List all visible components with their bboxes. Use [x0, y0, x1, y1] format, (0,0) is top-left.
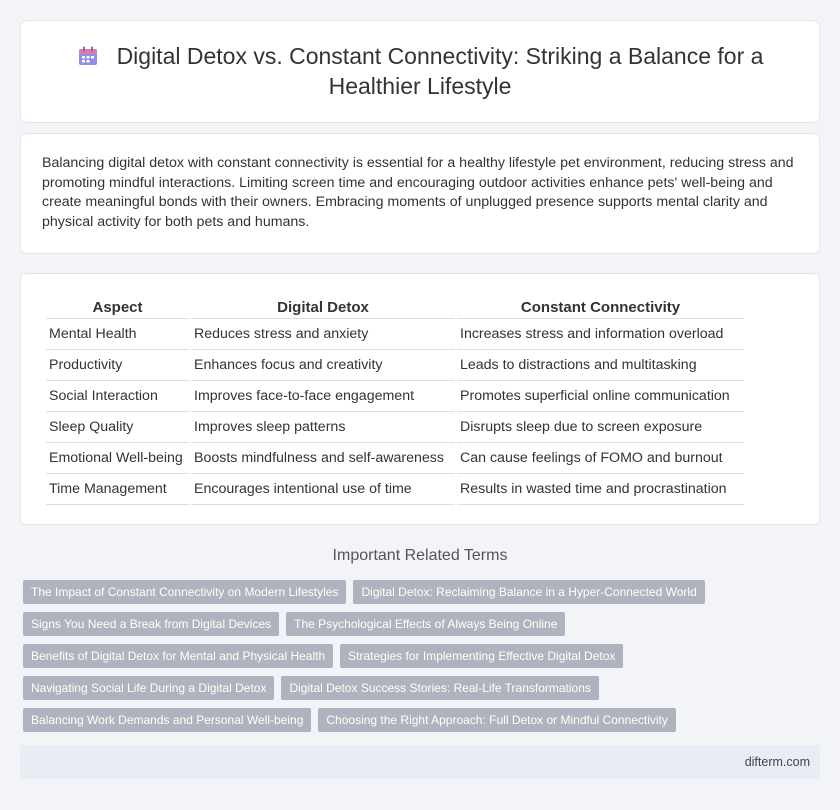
table-row	[46, 319, 744, 350]
table-cell: Leads to distractions and multitasking	[457, 350, 744, 381]
table-cell: Enhances focus and creativity	[191, 350, 455, 381]
table-cell: Reduces stress and anxiety	[191, 319, 455, 350]
related-term-tag[interactable]: Digital Detox: Reclaiming Balance in a Hyper-Connected World	[353, 580, 704, 604]
column-header-digital-detox: Digital Detox	[191, 297, 455, 319]
table-cell: Mental Health	[46, 319, 189, 350]
column-header-constant-connectivity: Constant Connectivity	[457, 297, 744, 319]
table-row	[46, 381, 744, 412]
intro-paragraph: Balancing digital detox with constant connectivity is essential for a healthy lifestyle pet environment, reducing stress and promoting mindful interactions. Limiting screen time and encouraging outdoor activities enhance pets' well-being and create meaningful bonds with their owners. Embracing moments of unplugged presence supports mental clarity and physical activity for both pets and humans.	[42, 155, 794, 230]
table-row	[46, 350, 744, 381]
related-terms-title: Important Related Terms	[332, 547, 508, 564]
related-term-tag[interactable]: The Impact of Constant Connectivity on Modern Lifestyles	[23, 580, 346, 604]
table-cell: Social Interaction	[46, 381, 189, 412]
related-term-tag[interactable]: Digital Detox Success Stories: Real-Life Transformations	[281, 676, 598, 700]
footer-site-link[interactable]: difterm.com	[744, 755, 810, 769]
table-row	[46, 443, 744, 474]
related-term-tag[interactable]: Signs You Need a Break from Digital Devices	[23, 612, 279, 636]
related-term-tag[interactable]: Strategies for Implementing Effective Digital Detox	[340, 644, 623, 668]
table-cell: Disrupts sleep due to screen exposure	[457, 412, 744, 443]
related-terms-row	[23, 708, 783, 740]
page-title-text: Digital Detox vs. Constant Connectivity: Striking a Balance for a Healthier Lifestyle	[116, 43, 764, 99]
related-terms-row	[23, 612, 783, 644]
table-row	[46, 412, 744, 443]
related-term-tag[interactable]: Navigating Social Life During a Digital Detox	[23, 676, 274, 700]
related-terms-row	[23, 644, 783, 676]
comparison-card	[20, 273, 820, 525]
page-title	[61, 41, 779, 101]
column-header-aspect: Aspect	[46, 297, 189, 319]
related-term-tag[interactable]: The Psychological Effects of Always Being Online	[286, 612, 565, 636]
table-cell: Increases stress and information overload	[457, 319, 744, 350]
related-term-tag[interactable]: Benefits of Digital Detox for Mental and Physical Health	[23, 644, 333, 668]
related-term-tag[interactable]: Balancing Work Demands and Personal Well-being	[23, 708, 311, 732]
calendar-icon	[77, 45, 99, 67]
table-cell: Can cause feelings of FOMO and burnout	[457, 443, 744, 474]
related-terms-row	[23, 580, 783, 612]
table-cell: Emotional Well-being	[46, 443, 189, 474]
table-cell: Encourages intentional use of time	[191, 474, 455, 505]
table-cell: Time Management	[46, 474, 189, 505]
table-cell: Results in wasted time and procrastination	[457, 474, 744, 505]
table-cell: Promotes superficial online communication	[457, 381, 744, 412]
table-cell: Improves sleep patterns	[191, 412, 455, 443]
table-header-row	[46, 297, 744, 319]
table-row	[46, 474, 744, 505]
header-card	[20, 20, 820, 123]
table-cell: Productivity	[46, 350, 189, 381]
table-cell: Sleep Quality	[46, 412, 189, 443]
table-cell: Improves face-to-face engagement	[191, 381, 455, 412]
comparison-table	[44, 297, 746, 505]
table-cell: Boosts mindfulness and self-awareness	[191, 443, 455, 474]
related-terms-row	[23, 676, 783, 708]
footer	[20, 745, 820, 779]
intro-card	[20, 133, 820, 254]
related-terms-list	[23, 580, 783, 740]
related-term-tag[interactable]: Choosing the Right Approach: Full Detox or Mindful Connectivity	[318, 708, 676, 732]
